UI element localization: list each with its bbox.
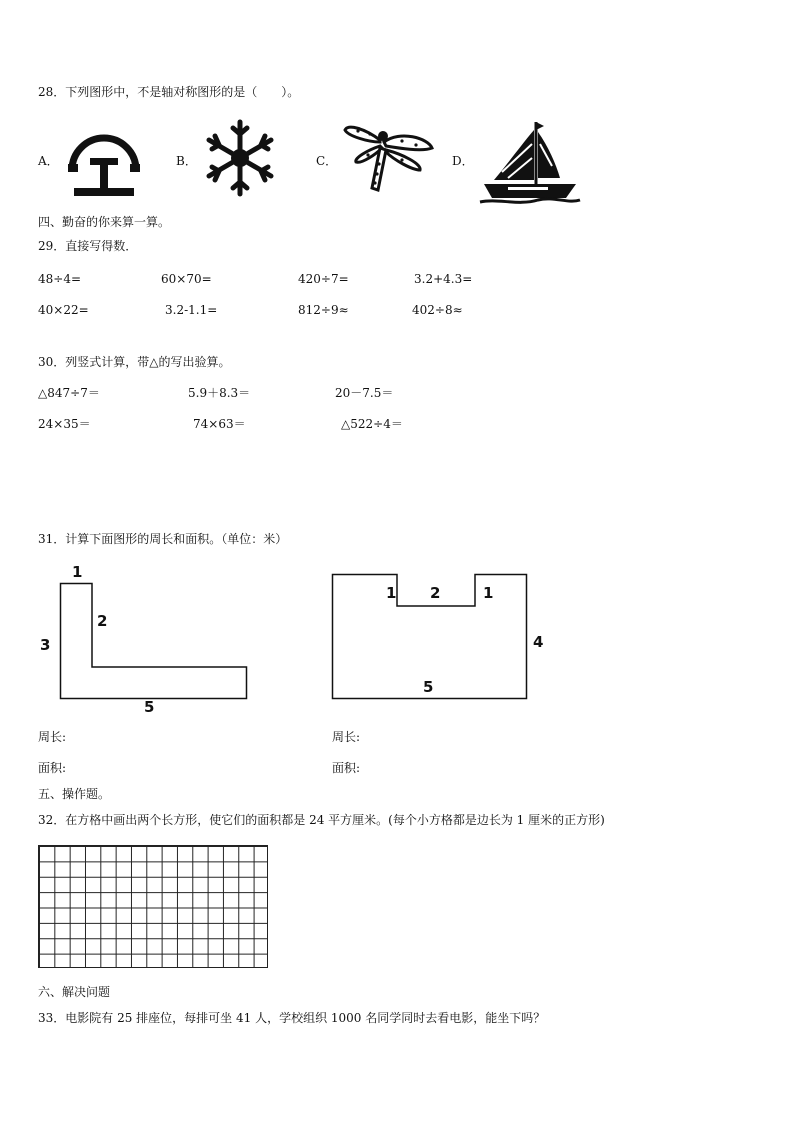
l-shape-top-label: 1 <box>72 563 83 581</box>
area-label-2: 面积: <box>332 761 361 775</box>
q30-item: 20－7.5＝ <box>335 386 394 400</box>
snowflake-icon <box>203 118 277 198</box>
rect-bottom-label: 5 <box>423 678 434 696</box>
notch-right-label: 1 <box>483 584 494 602</box>
q30-item: 5.9＋8.3＝ <box>188 386 251 400</box>
notch-left-label: 1 <box>386 584 397 602</box>
section-5-title: 五、操作题。 <box>38 787 111 801</box>
q31-title: 31．计算下面图形的周长和面积。（单位：米） <box>38 532 288 546</box>
q29-item: 402÷8≈ <box>412 303 463 317</box>
q29-item: 40×22= <box>38 303 89 317</box>
l-shape-figure <box>59 582 249 700</box>
q30-item: 74×63＝ <box>193 417 246 431</box>
perimeter-label-1: 周长: <box>38 730 67 744</box>
q29-item: 48÷4= <box>38 272 82 286</box>
section-4-title: 四、勤奋的你来算一算。 <box>38 215 171 229</box>
square-grid[interactable] <box>38 845 268 968</box>
q29-item: 60×70= <box>161 272 212 286</box>
q29-item: 420÷7= <box>298 272 349 286</box>
rect-right-label: 4 <box>533 633 544 651</box>
q28-option-c-label: C． <box>316 154 338 168</box>
q28-option-b-label: B． <box>176 154 197 168</box>
l-shape-left-label: 3 <box>40 636 51 654</box>
q30-item: 24×35＝ <box>38 417 91 431</box>
sailboat-icon <box>478 114 582 206</box>
area-label-1: 面积: <box>38 761 67 775</box>
q30-title: 30．列竖式计算，带△的写出验算。 <box>38 355 231 369</box>
q28-text: 28．下列图形中，不是轴对称图形的是（ ）。 <box>38 85 300 99</box>
q29-title: 29．直接写得数． <box>38 239 138 253</box>
section-6-title: 六、解决问题 <box>38 985 111 999</box>
q29-item: 3.2+4.3= <box>414 272 473 286</box>
q32-text: 32．在方格中画出两个长方形，使它们的面积都是 24 平方厘米。(每个小方格都是边长为 1 厘米的正方形) <box>38 813 605 827</box>
notch-width-label: 2 <box>430 584 441 602</box>
q30-item: △847÷7＝ <box>38 386 100 400</box>
q30-item: △522÷4＝ <box>341 417 403 431</box>
dragonfly-icon <box>342 120 436 196</box>
q28-option-a-label: A． <box>38 154 59 168</box>
l-shape-inner-label: 2 <box>97 612 108 630</box>
q33-text: 33．电影院有 25 排座位，每排可坐 41 人，学校组织 1000 名同学同时去看电影，能坐下吗？ <box>38 1011 546 1025</box>
perimeter-label-2: 周长: <box>332 730 361 744</box>
l-shape-bottom-label: 5 <box>144 698 155 716</box>
q28-option-d-label: D． <box>452 154 474 168</box>
hook-symbol-icon <box>64 120 144 200</box>
q29-item: 812÷9≈ <box>298 303 349 317</box>
q29-item: 3.2-1.1= <box>165 303 218 317</box>
